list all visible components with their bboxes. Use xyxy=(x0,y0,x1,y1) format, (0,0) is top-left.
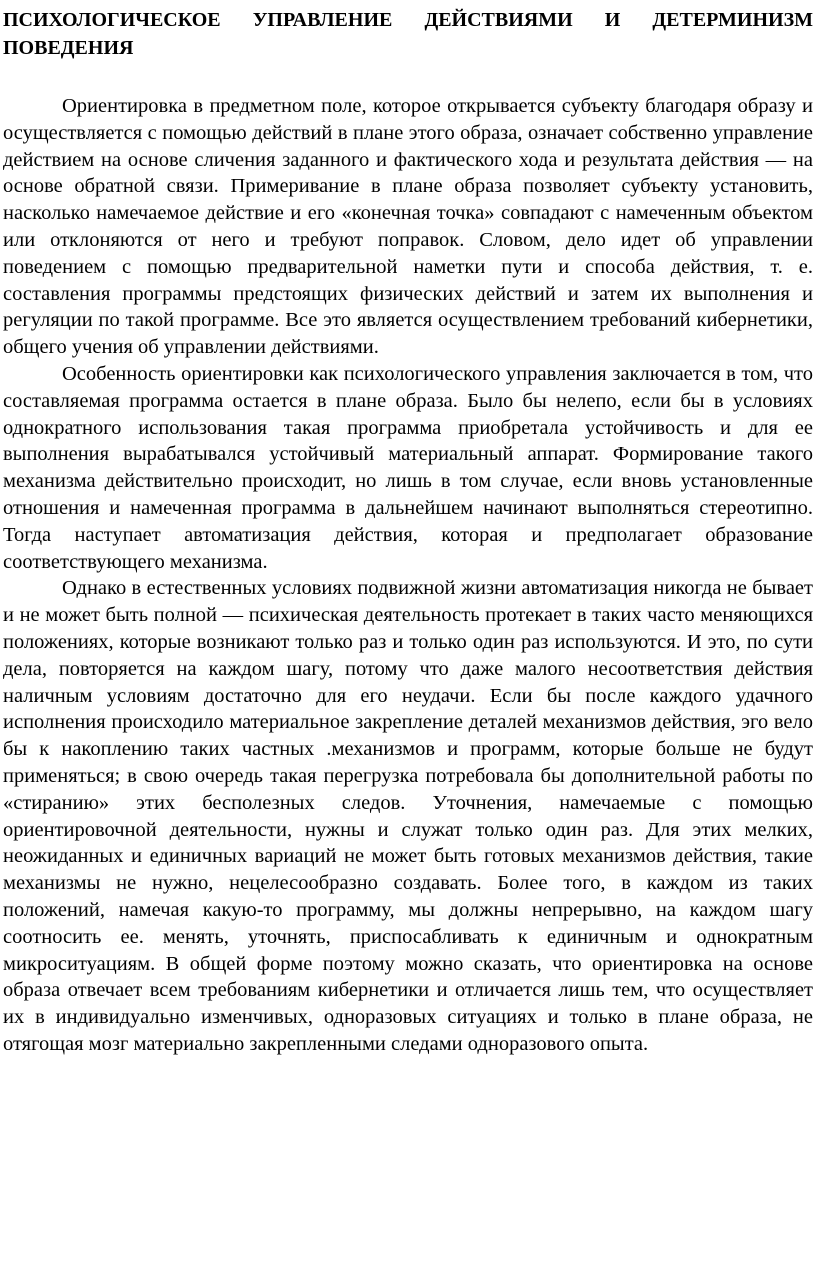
paragraph-1: Ориентировка в предметном поле, которое открывается субъекту благодаря образу и осуществляется с помощью действий в плане этого образа, означает собственно управление действием на основе сличения заданного и фактического хода и результата действия — на основе обратной связи. Примеривание в плане образа позволяет субъекту установить, насколько намечаемое действие и его «конечная точка» совпадают с намеченным объектом или отклоняются от него и требуют поправок. Словом, дело идет об управлении поведением с помощью предварительной наметки пути и способа действия, т. е. составления программы предстоящих физических действий и затем их выполнения и регуляции по такой программе. Все это является осуществлением требований кибернетики, общего учения об управлении действиями. xyxy=(3,95,813,359)
paragraph-2: Особенность ориентировки как психологического управления заключается в том, что составляемая программа остается в плане образа. Было бы нелепо, если бы в условиях однократного использования такая программа приобретала устойчивость и для ее выполнения вырабатывался устойчивый материальный аппарат. Формирование такого механизма действительно происходит, но лишь в том случае, если вновь установленные отношения и намеченная программа в дальнейшем начинают выполняться стереотипно. Тогда наступает автоматизация действия, которая и предполагает образование соответствующего механизма. xyxy=(3,362,813,573)
document-title: ПСИХОЛОГИЧЕСКОЕ УПРАВЛЕНИЕ ДЕЙСТВИЯМИ И ДЕТЕРМИНИЗМ ПОВЕДЕНИЯ xyxy=(3,9,813,59)
paragraph-3: Однако в естественных условиях подвижной жизни автоматизация никогда не бывает и не может быть полной — психическая деятельность протекает в таких часто меняющихся положениях, которые возникают только раз и только один раз используются. И это, по сути дела, повторяется на каждом шагу, потому что даже малого несоответствия действия наличным условиям достаточно для его неудачи. Если бы после каждого удачного исполнения происходило материальное закрепление деталей механизмов действия, эго вело бы к накоплению таких частных .механизмов и программ, которые больше не будут применяться; в свою очередь такая перегрузка потребовала бы дополнительной работы по «стиранию» этих бесполезных следов. Уточнения, намечаемые с помощью ориентировочной деятельности, нужны и служат только один раз. Для этих мелких, неожиданных и единичных вариаций не может быть готовых механизмов действия, такие механизмы не нужно, нецелесообразно создавать. Более того, в каждом из таких положений, намечая какую-то программу, мы должны непрерывно, на каждом шагу соотносить ее. менять, уточнять, приспосабливать к единичным и однократным микроситуациям. В общей форме поэтому можно сказать, что ориентировка на основе образа отвечает всем требованиям кибернетики и отличается лишь тем, что осуществляет их в индивидуально изменчивых, одноразовых ситуациях и только в плане образа, не отягощая мозг материально закрепленными следами одноразового опыта. xyxy=(3,577,813,1055)
title-spacer xyxy=(3,62,813,93)
